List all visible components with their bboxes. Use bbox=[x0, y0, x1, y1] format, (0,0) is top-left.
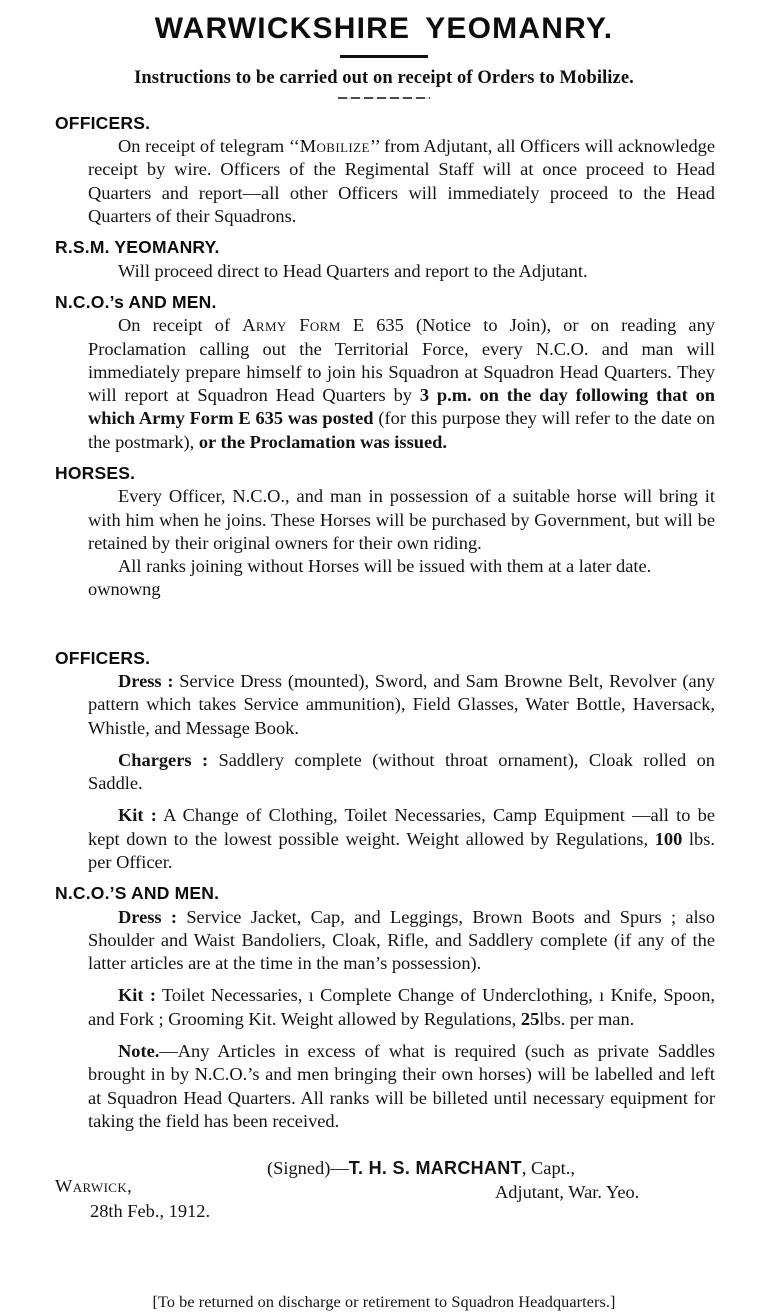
signature-date: 28th Feb., 1912. bbox=[90, 1201, 211, 1222]
section-heading-horses: HORSES. bbox=[55, 462, 136, 483]
paragraph-note bbox=[55, 1040, 715, 1133]
text-smallcaps-mobilize: Mobilize bbox=[299, 136, 370, 157]
text-bold-proclamation: or the Proclamation was issued. bbox=[198, 431, 447, 452]
label-kit: Kit : bbox=[118, 985, 156, 1006]
signatory-rank: , Capt., bbox=[521, 1158, 575, 1179]
label-dress: Dress : bbox=[118, 671, 174, 691]
scan-artifact-text: ownowng bbox=[88, 579, 161, 600]
section-heading-officers-mobilize: OFFICERS. bbox=[55, 112, 151, 133]
label-note: Note. bbox=[118, 1041, 160, 1061]
text-run: Service Jacket, Cap, and Leggings, Brown Boots and Spurs ; also Shoulder and Waist Bandoliers, Cloak, Rifle, and Saddlery complete (if any of the latter articles are at the time in the man’s possession). bbox=[88, 906, 715, 974]
paragraph-officers-mobilize bbox=[55, 135, 715, 228]
text-run: Service Dress (mounted), Sword, and Sam Browne Belt, Revolver (any pattern which takes Service ammunition), Field Glasses, Water Bottle, Haversack, Whistle, and Message Book. bbox=[88, 671, 715, 738]
text-run: —Any Articles in excess of what is required (such as private Saddles brought in by N.C.O.’s and men bringing their own horses) will be labelled and left at Squadron Head Quarters. All ranks will be billeted until necessary equipment for taking the field has been received. bbox=[88, 1041, 715, 1131]
text-run: Saddlery complete (without throat ornament), Cloak rolled on Saddle. bbox=[88, 749, 715, 794]
title-rule bbox=[340, 55, 428, 58]
footer-return-note: [To be returned on discharge or retirement to Squadron Headquarters.] bbox=[152, 1293, 616, 1312]
text-run: E 635 (Notice to Join), or on reading any Proclamation calling out the Territorial Force, every N.C.O. and man will immediately prepare himself to join his Squadron at Squadron Head Quarters. They will report at Squadron Head Quarters by bbox=[88, 315, 715, 406]
page-subtitle: Instructions to be carried out on receipt of Orders to Mobilize. bbox=[134, 67, 634, 88]
section-heading-nco-men-mobilize: N.C.O.’s AND MEN. bbox=[55, 291, 217, 312]
text-run: lbs. per Officer. bbox=[88, 828, 715, 872]
text-run: Toilet Necessaries, ı Complete Change of Underclothing, ı Knife, Spoon, and Fork ; Grooming Kit. Weight allowed by Regulations, bbox=[88, 985, 715, 1029]
paragraph-officers-chargers bbox=[55, 749, 715, 796]
signatory-name: T. H. S. MARCHANT bbox=[348, 1158, 522, 1179]
paragraph-horses-1: Every Officer, N.C.O., and man in possession of a suitable horse will bring it with him when he joins. These Horses will be purchased by Government, but will be retained by their original owners for their own riding. bbox=[88, 486, 715, 553]
signed-line bbox=[267, 1157, 715, 1181]
value-officer-kit-weight: 100 bbox=[654, 828, 683, 849]
signature-place: Warwick, bbox=[55, 1176, 133, 1197]
text-run: lbs. per man. bbox=[539, 1008, 635, 1029]
paragraph-horses-2: All ranks joining without Horses will be issued with them at a later date. bbox=[118, 556, 652, 577]
section-heading-rsm: R.S.M. YEOMANRY. bbox=[55, 237, 220, 258]
value-man-kit-weight: 25 bbox=[520, 1008, 540, 1029]
paragraph-nco-men-dress bbox=[55, 906, 715, 976]
paragraph-nco-men-mobilize bbox=[55, 314, 715, 454]
text-run: On receipt of telegram ‘‘ bbox=[118, 136, 300, 157]
section-heading-officers-kit: OFFICERS. bbox=[55, 647, 151, 668]
label-chargers: Chargers : bbox=[118, 749, 209, 770]
paragraph-officers-kit bbox=[55, 804, 715, 874]
paragraph-nco-men-kit bbox=[55, 984, 715, 1031]
text-run: ’’ from Adjutant, all Officers will acknowledge receipt by wire. Officers of the Regimental Staff will at once proceed to Head Quarters and report—all other Officers will immediately proceed to the Head Quarters of their Squadrons. bbox=[88, 136, 715, 226]
signatory-appointment: Adjutant, War. Yeo. bbox=[495, 1182, 640, 1203]
label-dress: Dress : bbox=[118, 906, 178, 927]
paragraph-officers-dress bbox=[55, 670, 715, 740]
text-run: (for this purpose they will refer to the date on the postmark), bbox=[88, 408, 716, 452]
signed-prefix: (Signed)— bbox=[267, 1158, 349, 1179]
masthead bbox=[0, 0, 768, 99]
section-heading-nco-men-kit: N.C.O.’S AND MEN. bbox=[55, 883, 220, 904]
label-kit: Kit : bbox=[118, 805, 157, 826]
body-column bbox=[0, 99, 768, 1133]
subtitle-rule bbox=[338, 97, 430, 99]
text-run: A Change of Clothing, Toilet Necessaries, Camp Equipment —all to be kept down to the lowest possible weight. Weight allowed by Regulations, bbox=[88, 805, 715, 849]
text-run: On receipt of bbox=[118, 315, 243, 336]
text-bold-reporting-deadline: 3 p.m. on the day following that on which Army Form E 635 was posted bbox=[88, 385, 715, 429]
text-smallcaps-army-form: Army Form bbox=[242, 315, 341, 336]
page-title: WARWICKSHIRE YEOMANRY. bbox=[154, 12, 614, 45]
paragraph-rsm: Will proceed direct to Head Quarters and report to the Adjutant. bbox=[118, 260, 588, 281]
signature-block bbox=[0, 1133, 768, 1253]
